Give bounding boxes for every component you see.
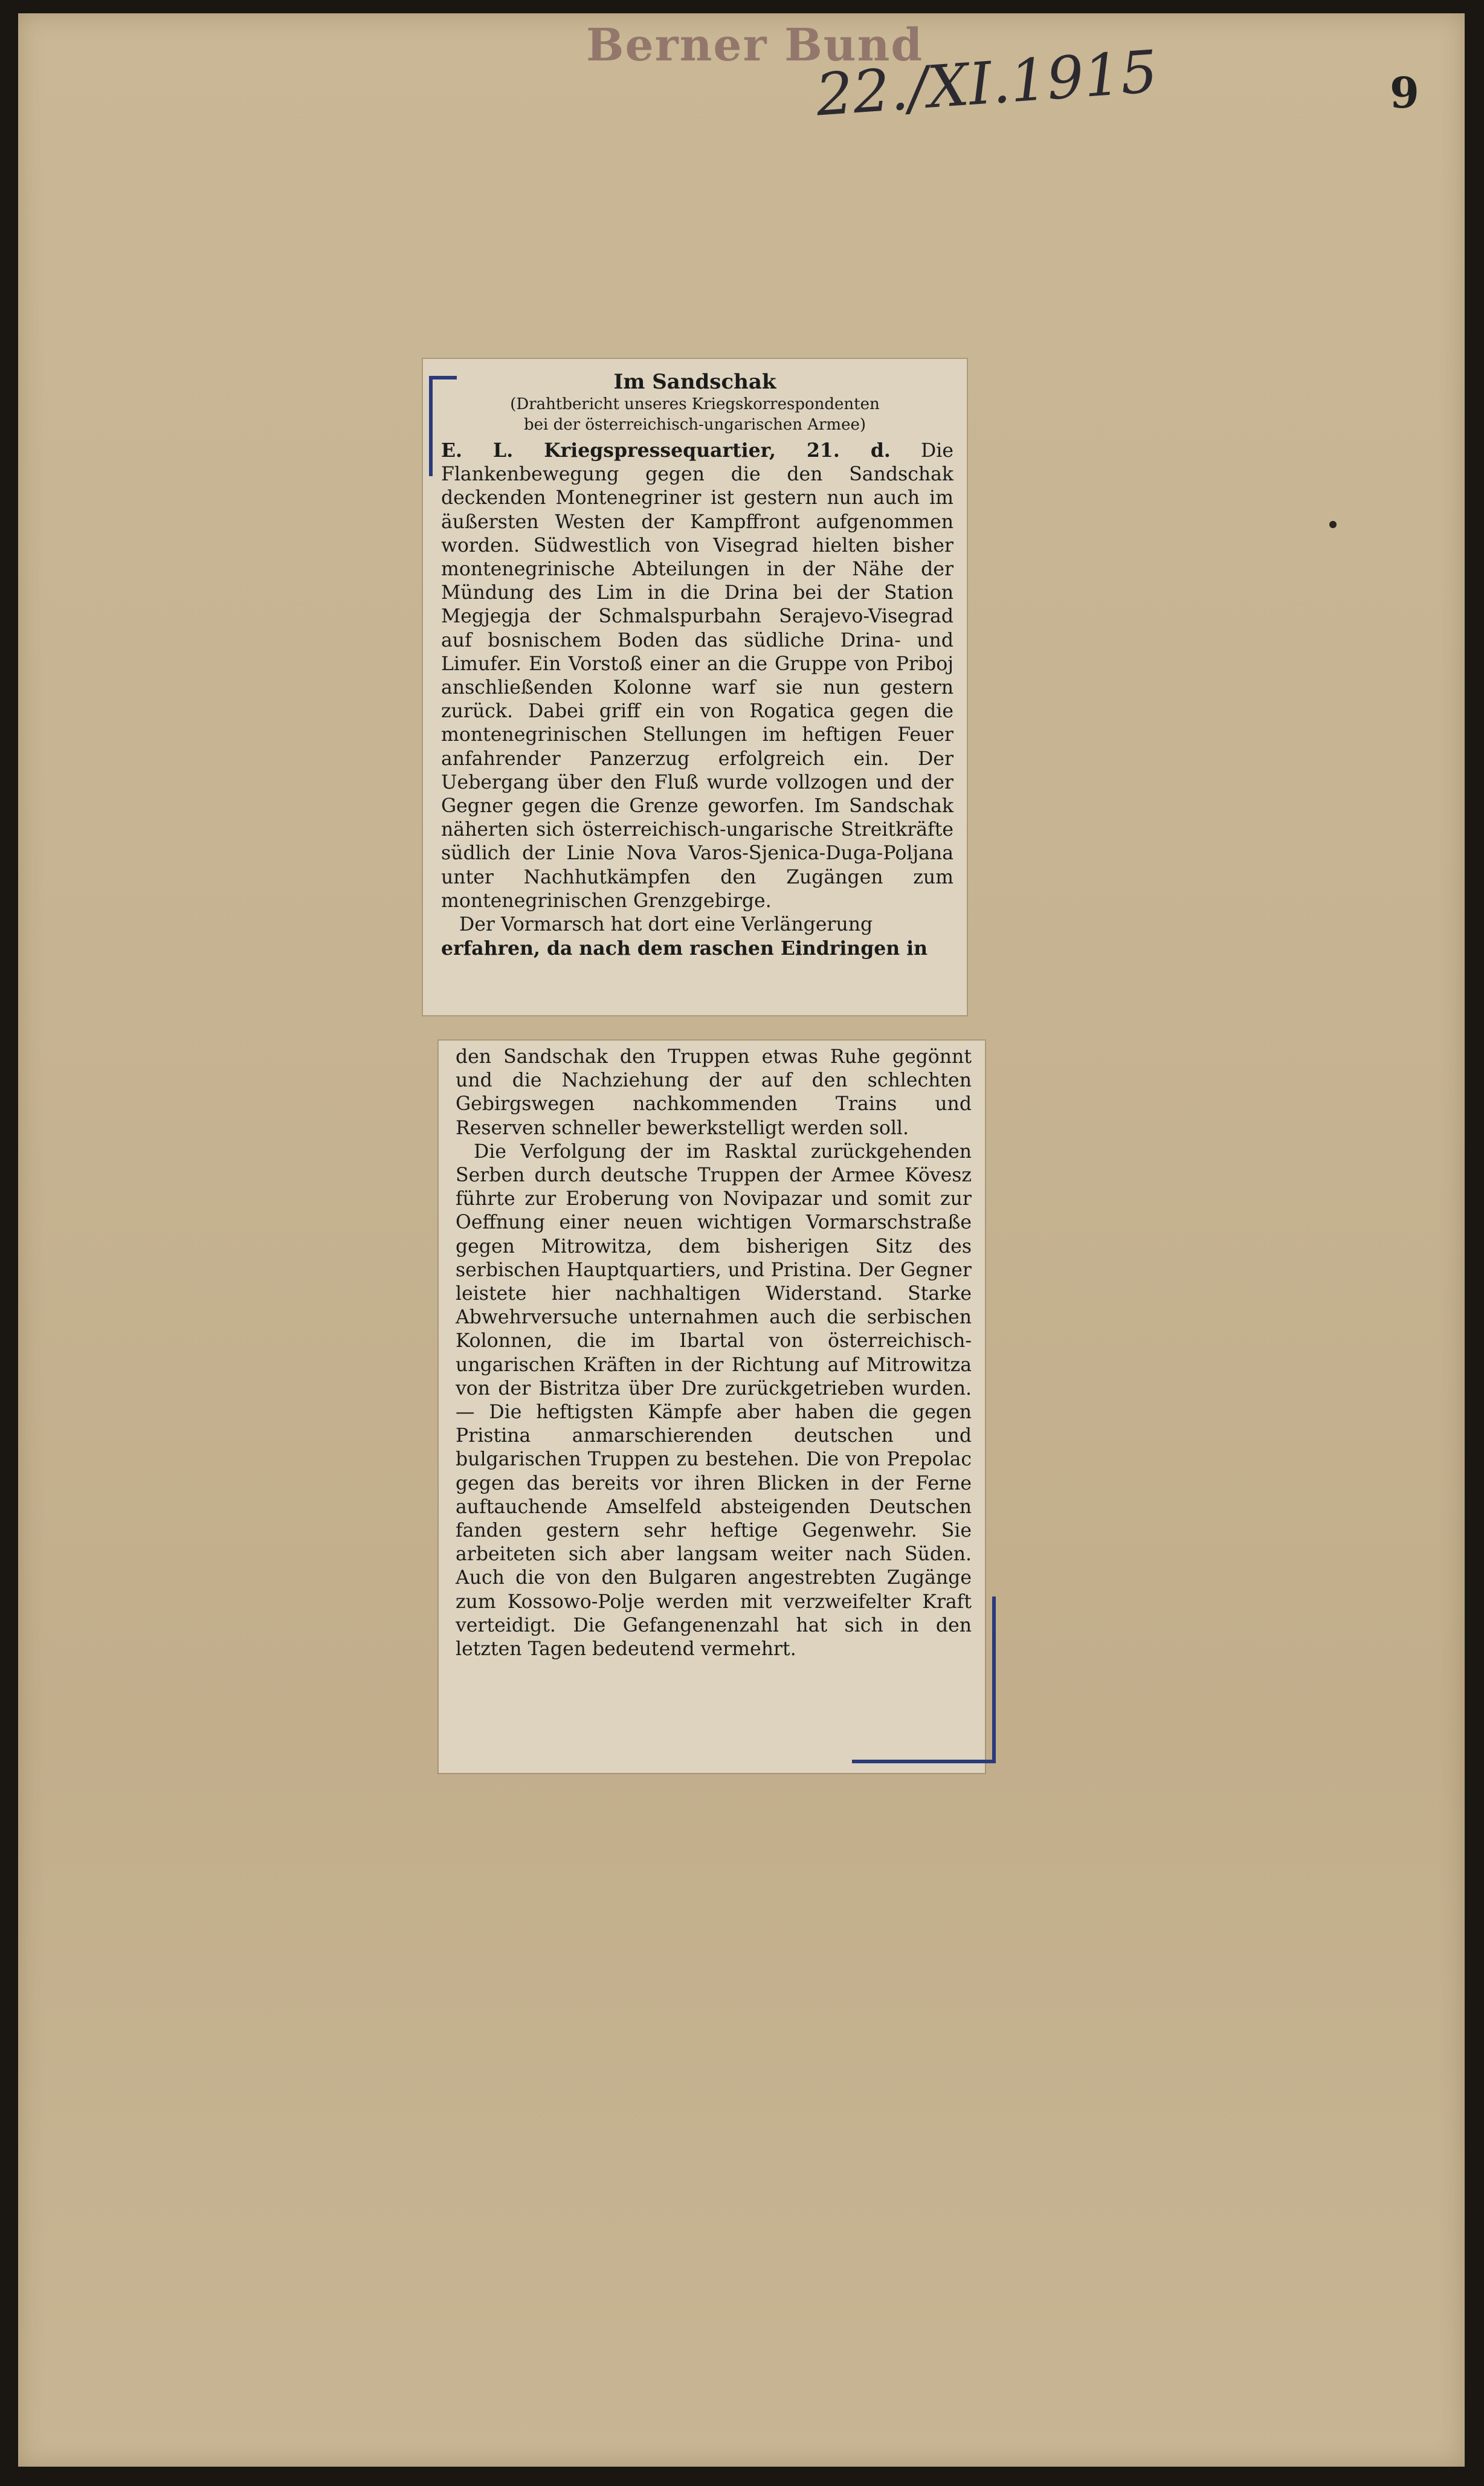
blue-pencil-mark-top [429, 376, 457, 476]
article-column-2-p1: den Sandschak den Truppen etwas Ruhe gegönnt und die Nachziehung der auf den schlechten Gebirgswegen nachkommenden Trains und Reserven schneller bewerkstelligt werden soll. [456, 1046, 972, 1139]
article-col1-end [441, 913, 953, 937]
article-subtitle-line-1: (Drahtbericht unseres Kriegskorrespondenten [510, 395, 880, 413]
blue-pencil-mark-bottom [852, 1597, 996, 1763]
paper-spot [1329, 521, 1337, 528]
article-body-1: Die Flankenbewegung gegen die den Sandschak deckenden Montenegriner ist gestern nun auch im äußersten Westen der Kampffront aufgenommen worden. Südwestlich von Visegrad hielten bisher montenegrinische Abteilungen in der Nähe der Mündung des Lim in die Drina bei der Station Megjegja der Schmalspurbahn Serajevo-Visegrad auf bosnischem Boden das südliche Drina- und Limufer. Ein Vorstoß einer an die Gruppe von Priboj anschließenden Kolonne warf sie nun gestern zurück. Dabei griff ein von Rogatica gegen die montenegrinischen Stellungen im heftigen Feuer anfahrender Panzerzug erfolgreich ein. Der Uebergang über den Fluß wurde vollzogen und der Gegner gegen die Grenze geworfen. Im Sandschak näherten sich österreichisch-ungarische Streitkräfte südlich der Linie Nova Varos-Sjenica-Duga-Poljana unter Nachhutkämpfen den Zugängen zum montenegrinischen Grenzgebirge. [441, 440, 954, 912]
handwritten-date: 22./XI.1915 [813, 37, 1160, 129]
article-dateline: E. L. Kriegspressequartier, 21. d. [441, 439, 891, 462]
newspaper-stamp: Berner Bund [586, 19, 924, 71]
archive-page [18, 13, 1465, 2467]
page-number: 9 [1390, 68, 1419, 118]
article-column-2-p2: Die Verfolgung der im Rasktal zurückgehenden Serben durch deutsche Truppen der Armee Kövesz führte zur Eroberung von Novipazar und somit zur Oeffnung einer neuen wichtigen Vormarschstraße gegen Mitrowitza, dem bisherigen Sitz des serbischen Hauptquartiers, und Pristina. Der Gegner leistete hier nachhaltigen Widerstand. Starke Abwehrversuche unternahmen auch die serbischen Kolonnen, die im Ibartal von österreichisch-ungarischen Kräften in der Richtung auf Mitrowitza von der Bistritza über Dre zurückgetrieben wurden. — Die heftigsten Kämpfe aber haben die gegen Pristina anmarschierenden deutschen und bulgarischen Truppen zu bestehen. Die von Prepolac gegen das bereits vor ihren Blicken in der Ferne auftauchende Amselfeld absteigenden Deutschen fanden gestern sehr heftige Gegenwehr. Sie arbeiteten sich aber langsam weiter nach Süden. Auch die von den Bulgaren angestrebten Zugänge zum Kossowo-Polje werden mit verzweifelter Kraft verteidigt. Die Gefangenenzahl hat sich in den letzten Tagen bedeutend vermehrt. [456, 1140, 972, 1661]
article-col1-end-bold: erfahren, da nach dem raschen Eindringen in [441, 937, 928, 960]
article-title: Im Sandschak [613, 370, 776, 394]
article-col1-end-normal: Der Vormarsch hat dort eine Verlängerung [459, 914, 873, 936]
clipping-part-1 [423, 359, 967, 1015]
article-subtitle-line-2: bei der österreichisch-ungarischen Armee) [524, 416, 866, 434]
article-column-1 [423, 435, 967, 960]
